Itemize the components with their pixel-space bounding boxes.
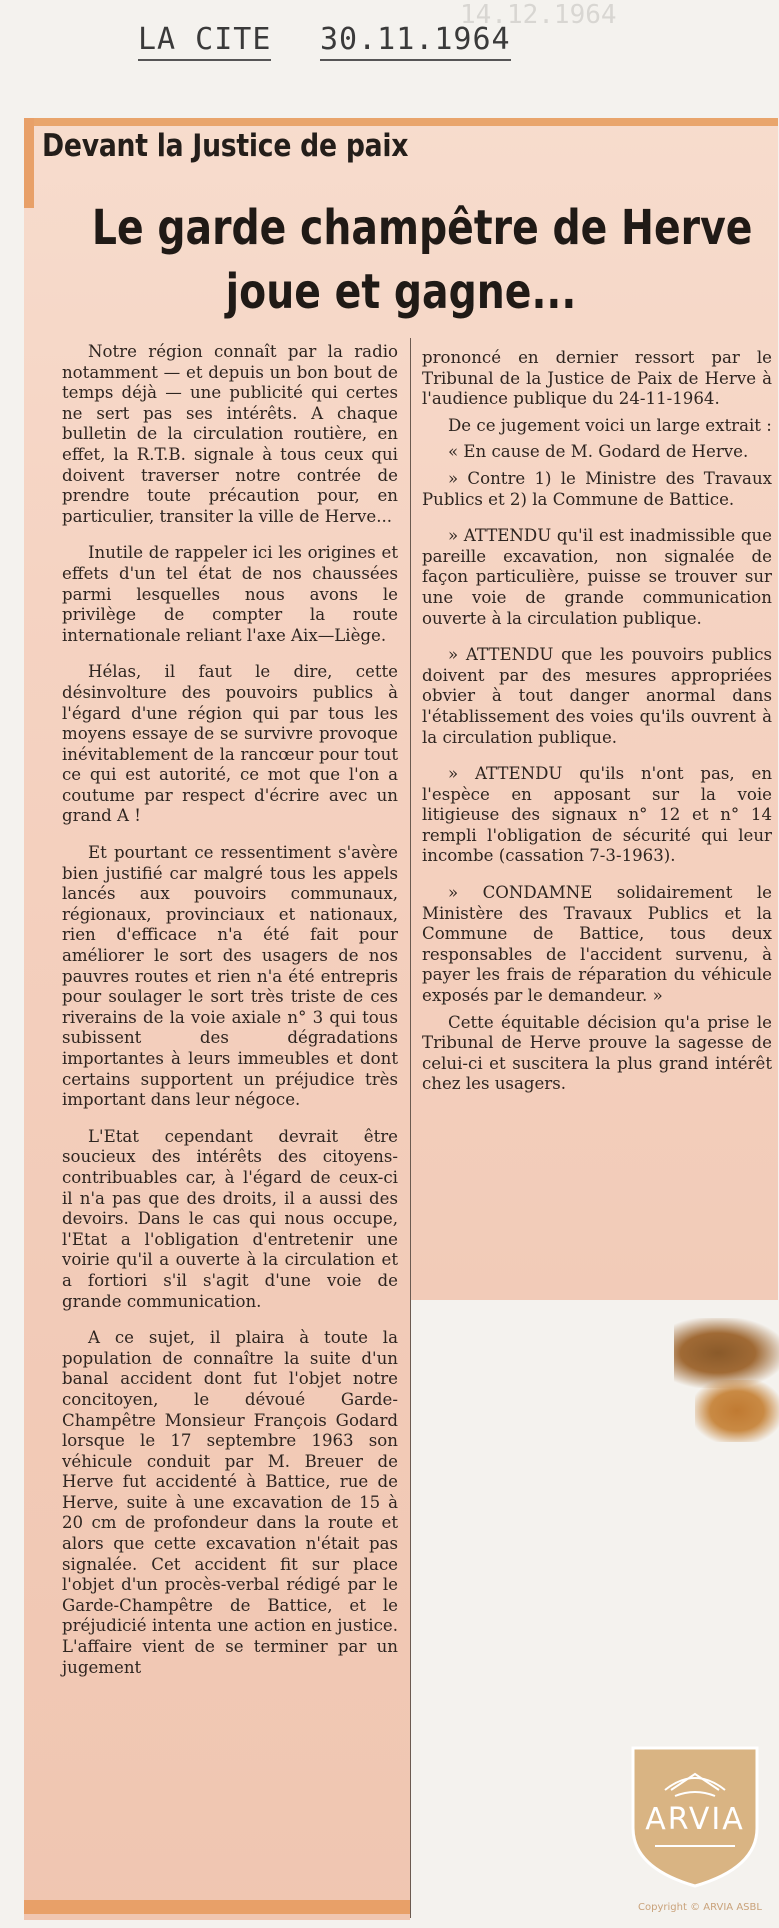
headline-line-2: joue et gagne... <box>225 264 577 320</box>
publication-date: 30.11.1964 <box>320 22 511 61</box>
paragraph: » ATTENDU que les pouvoirs publics doivent par des mesures appropriées obvier à tout danger anormal dans l'établissement des voies qu'ils ouvrent à la circulation publique. <box>422 645 772 747</box>
paragraph: Inutile de rappeler ici les origines et effets d'un tel état de nos chaussées parmi lesquelles nous avons le privilège de compter la route internationale reliant l'axe Aix—Liège. <box>62 543 398 645</box>
paragraph: prononcé en dernier ressort par le Tribunal de la Justice de Paix de Herve à l'audience publique du 24-11-1964. <box>422 348 772 409</box>
paragraph: » CONDAMNE solidairement le Ministère des Travaux Publics et la Commune de Battice, tous deux responsables de l'accident survenu, à payer les frais de réparation du véhicule exposés par le demandeur. » <box>422 883 772 1006</box>
article-column-1 <box>62 342 398 1694</box>
tape-strip-top <box>24 118 778 126</box>
article-column-2 <box>422 348 772 1111</box>
arvia-logo-text: ARVIA <box>645 1802 745 1837</box>
paragraph: » Contre 1) le Ministre des Travaux Publics et 2) la Commune de Battice. <box>422 468 772 509</box>
paragraph: L'Etat cependant devrait être soucieux des intérêts des citoyens-contribuables car, à l'égard de ceux-ci il n'a pas que des droits, il a aussi des devoirs. Dans le cas qui nous occupe, l'Etat a l'obligation d'entretenir une voirie qu'il a ouverte à la circulation et a fortiori s'il s'agit d'une voie de grande communication. <box>62 1126 398 1311</box>
paragraph: Et pourtant ce ressentiment s'avère bien justifié car malgré tous les appels lancés aux pouvoirs communaux, régionaux, provinciaux et nationaux, rien d'efficace n'a été fait pour améliorer le sort des usagers de nos pauvres routes et rien n'a été entrepris pour soulager le sort très triste de ces riverains de la voie axiale n° 3 qui tous subissent des dégradations importantes à leurs immeubles et dont certains supportent un préjudice très important dans leur négoce. <box>62 843 398 1110</box>
arvia-logo <box>625 1740 765 1890</box>
article-kicker: Devant la Justice de paix <box>42 128 409 164</box>
copyright-notice: Copyright © ARVIA ASBL <box>638 1902 762 1913</box>
paragraph: Hélas, il faut le dire, cette désinvolture des pouvoirs publics à l'égard d'une région qui par tous les moyens essaye de se survivre provoque inévitablement de la rancœur pour tout ce qui est autorité, ce mot que l'on a coutume par respect d'écrire avec un grand A ! <box>62 662 398 826</box>
paragraph: A ce sujet, il plaira à toute la population de connaître la suite d'un banal accident dont fut l'objet notre concitoyen, le dévoué Garde-Champêtre Monsieur François Godard lorsque le 17 septembre 1963 son véhicule conduit par M. Breuer de Herve fut accidenté à Battice, rue de Herve, suite à une excavation de 15 à 20 cm de profondeur dans la route et alors que cette excavation n'était pas signalée. Cet accident fit sur place l'objet d'un procès-verbal rédigé par le Garde-Champêtre de Battice, et le préjudicié intenta une action en justice. L'affaire vient de se terminer par un jugement <box>62 1328 398 1677</box>
headline-line-1: Le garde champêtre de Herve <box>91 200 753 256</box>
glue-stain <box>674 1318 779 1388</box>
tape-strip-bottom <box>24 1900 410 1914</box>
article-headline <box>24 196 778 324</box>
newspaper-clipping <box>24 118 778 1918</box>
newspaper-stamp <box>130 14 530 68</box>
paragraph: De ce jugement voici un large extrait : <box>448 415 772 435</box>
paragraph: « En cause de M. Godard de Herve. <box>448 442 749 462</box>
tape-strip-left <box>24 118 34 208</box>
paragraph: Notre région connaît par la radio notamment — et depuis un bon bout de temps déjà — une publicité qui certes ne sert pas ses intérêts. A chaque bulletin de la circulation routière, en effet, la R.T.B. signale à tous ceux qui doivent traverser notre contrée de prendre toute précaution pour, en particulier, transiter la ville de Herve... <box>62 342 398 526</box>
paragraph: Cette équitable décision qu'a prise le Tribunal de Herve prouve la sagesse de celui-ci et suscitera la plus grand intérêt chez les usagers. <box>422 1012 772 1094</box>
tape-residue <box>695 1380 779 1442</box>
ghost-date-stamp: 14.12.1964 <box>460 0 617 30</box>
paragraph: » ATTENDU qu'il est inadmissible que pareille excavation, non signalée de façon particulière, puisse se trouver sur une voie de grande communication ouverte à la circulation publique. <box>422 526 772 628</box>
paragraph: » ATTENDU qu'ils n'ont pas, en l'espèce en apposant sur la voie litigieuse des signaux n° 12 et n° 14 rempli l'obligation de sécurité qui leur incombe (cassation 7-3-1963). <box>422 764 772 866</box>
column-divider <box>410 338 411 1918</box>
newspaper-name: LA CITE <box>138 22 271 61</box>
